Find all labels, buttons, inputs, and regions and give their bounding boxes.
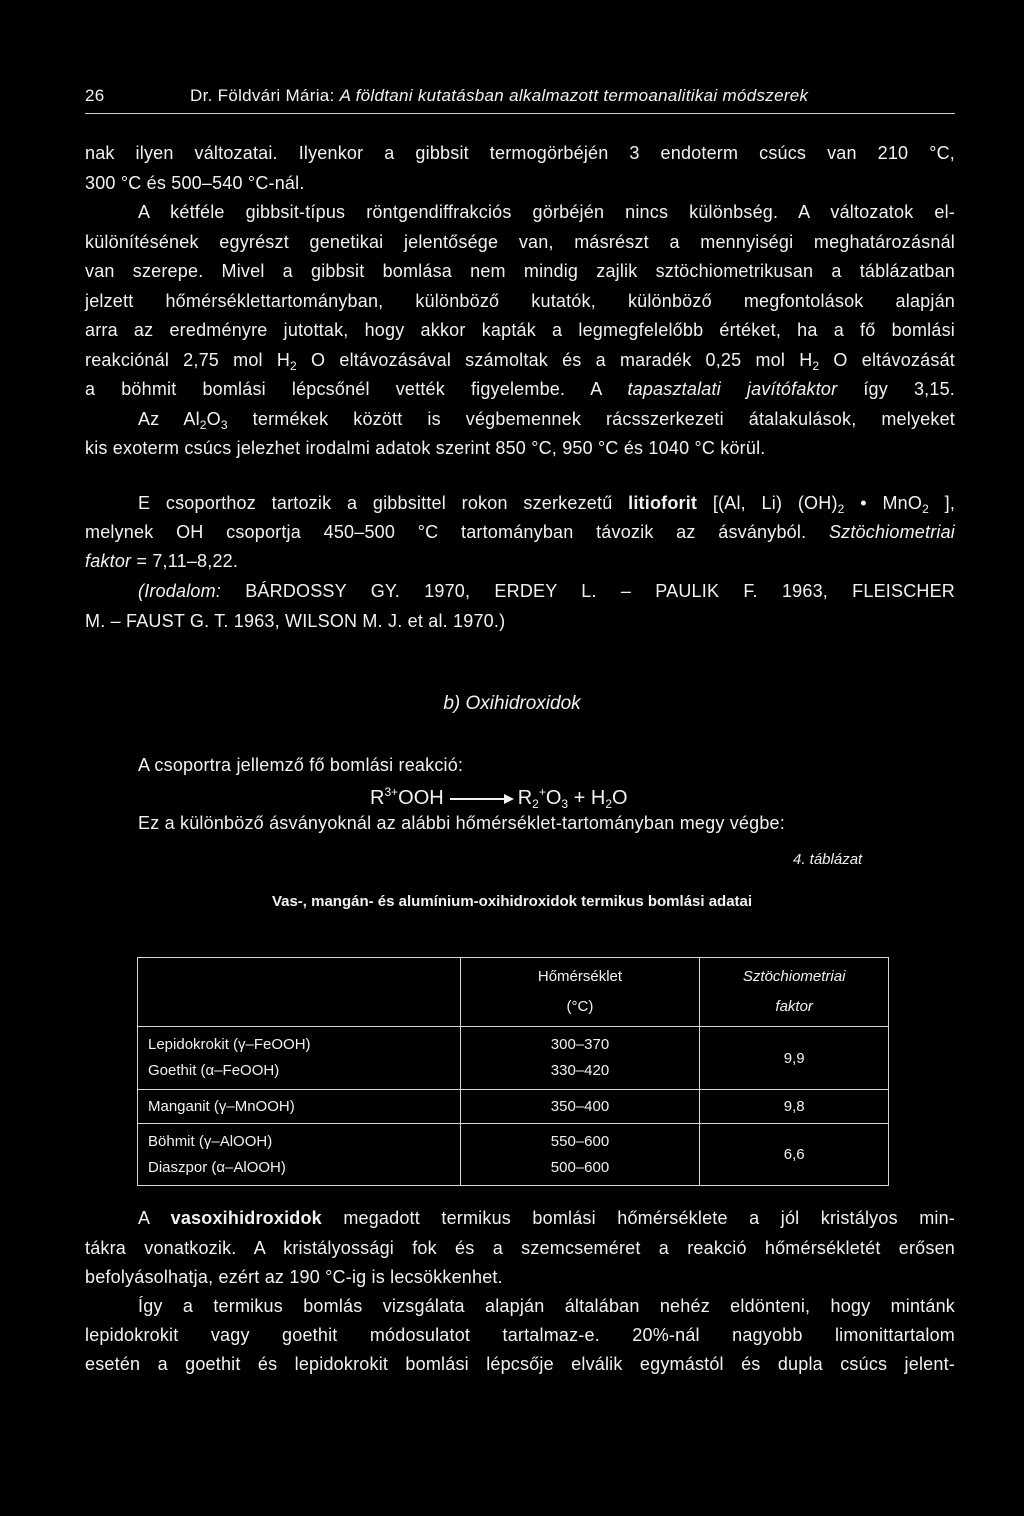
p1-line-1: nak ilyen változatai. Ilyenkor a gibbsit termogörbéjén 3 endoterm csúcs van 210 °C,: [85, 143, 955, 163]
p3-line-6: esetén a goethit és lepidokrokit bomlási lépcsője elválik egymástól és dupla csúcs jelent-: [85, 1354, 955, 1374]
page-number: 26: [85, 86, 105, 105]
p3-line-1: A vasoxihidroxidok megadott termikus bomlási hőmérséklete a jól kristályos min-: [138, 1208, 955, 1228]
p2-line-1: E csoporthoz tartozik a gibbsittel rokon szerkezetű litioforit [(Al, Li) $(OH)_2$ • MnO$_2$ ],: [138, 493, 956, 516]
arrow-icon: [450, 798, 512, 800]
p2-line-2: melynek OH csoportja 450–500 °C tartományban távozik az ásványból. Sztöchiometriai: [85, 522, 955, 542]
data-table: [137, 957, 889, 1186]
section-after: Ez a különböző ásványoknál az alábbi hőmérséklet-tartományban megy végbe:: [138, 813, 785, 833]
p1-line-8: reakciónál 2,75 mol $H_2$ O eltávozásával számoltak és a maradék 0,25 mol $H_2$ O eltávozását: [85, 350, 955, 373]
mineral-name: Goethit (α–FeOOH): [148, 1062, 280, 1079]
mineral-name: Diaszpor (α–AlOOH): [148, 1158, 286, 1176]
mineral-name: Lepidokrokit (γ–FeOOH): [148, 1036, 311, 1053]
p1-line-6: jelzett hőmérséklettartományban, különböző kutatók, különböző megfontolások alapján: [85, 291, 955, 311]
p1-line-10: Az $Al_2O_3$ termékek között is végbemennek rácsszerkezeti átalakulások, melyeket: [138, 409, 955, 432]
table-header-row: [138, 958, 889, 1027]
table-row: [138, 1124, 889, 1186]
p1-line-11: kis exoterm csúcs jelezhet irodalmi adatok szerint 850 °C, 950 °C és 1040 °C körül.: [85, 438, 766, 458]
running-header: [85, 86, 955, 106]
factor-value: 9,9: [700, 1027, 889, 1090]
p1-line-9: a böhmit bomlási lépcsőnél vették figyelembe. A tapasztalati javítófaktor így 3,15.: [85, 379, 956, 399]
p3-line-2: tákra vonatkozik. A kristályossági fok és a szemcseméret a reakció hőmérsékletét erősen: [85, 1238, 955, 1258]
refs-line-1: (Irodalom: BÁRDOSSY GY. 1970, ERDEY L. – PAULIK F. 1963, FLEISCHER: [138, 581, 955, 601]
factor-value: 9,8: [700, 1090, 889, 1124]
p2-line-3: faktor = 7,11–8,22.: [85, 551, 239, 571]
section-intro: A csoportra jellemző fő bomlási reakció:: [138, 755, 464, 775]
p3-line-3: befolyásolhatja, ezért az 190 °C-ig is lecsökkenhet.: [85, 1267, 503, 1287]
p1-line-5: van szerepe. Mivel a gibbsit bomlása nem mindig zajlik sztöchiometrikusan a táblázatban: [85, 261, 955, 281]
temperature-range: 330–420: [550, 1062, 610, 1079]
header-book-title: A földtani kutatásban alkalmazott termoanalitikai módszerek: [339, 86, 809, 105]
reaction-equation: $R^{3+}OOH$ $R_2^+O_3 + H_2O$: [370, 785, 628, 811]
p1-line-4: különítésének egyrészt genetikai jelentősége van, másrészt a mennyiségi meghatározásnál: [85, 232, 955, 252]
temperature-range: 500–600: [550, 1158, 610, 1176]
p1-line-3: A kétféle gibbsit-típus röntgendiffrakciós görbéjén nincs különbség. A változatok el-: [138, 202, 955, 222]
mineral-name: Manganit (γ–MnOOH): [138, 1090, 461, 1124]
p3-line-4: Így a termikus bomlás vizsgálata alapján általában nehéz eldönteni, hogy mintánk: [138, 1296, 955, 1316]
header-author: Dr. Földvári Mária:: [190, 86, 335, 105]
p3-line-5: lepidokrokit vagy goethit módosulatot tartalmaz-e. 20%-nál nagyobb limonittartalom: [85, 1325, 955, 1345]
factor-value: 6,6: [700, 1124, 889, 1186]
header-cell-temperature: Hőmérséklet (°C): [460, 958, 700, 1027]
section-title: b) Oxihidroxidok: [443, 693, 581, 714]
p1-line-7: arra az eredményre jutottak, hogy akkor kapták a legmegfelelőbb értéket, ha a fő bomlási: [85, 320, 955, 340]
header-cell-factor: Sztöchiometriai faktor: [700, 958, 889, 1027]
table-caption: Vas-, mangán- és alumínium-oxihidroxidok termikus bomlási adatai: [271, 893, 753, 910]
p1-line-2: 300 °C és 500–540 °C-nál.: [85, 173, 305, 193]
refs-line-2: M. – FAUST G. T. 1963, WILSON M. J. et al. 1970.): [85, 611, 506, 631]
header-cell-blank: [138, 958, 461, 1027]
table-row: [138, 1090, 889, 1124]
table-number: 4. táblázat: [793, 851, 863, 868]
temperature-range: 550–600: [550, 1132, 610, 1150]
header-rule: [85, 113, 955, 114]
temperature-range: 350–400: [460, 1090, 700, 1124]
table-row: [138, 1027, 889, 1090]
mineral-name: Böhmit (γ–AlOOH): [148, 1132, 273, 1150]
temperature-range: 300–370: [550, 1036, 610, 1053]
